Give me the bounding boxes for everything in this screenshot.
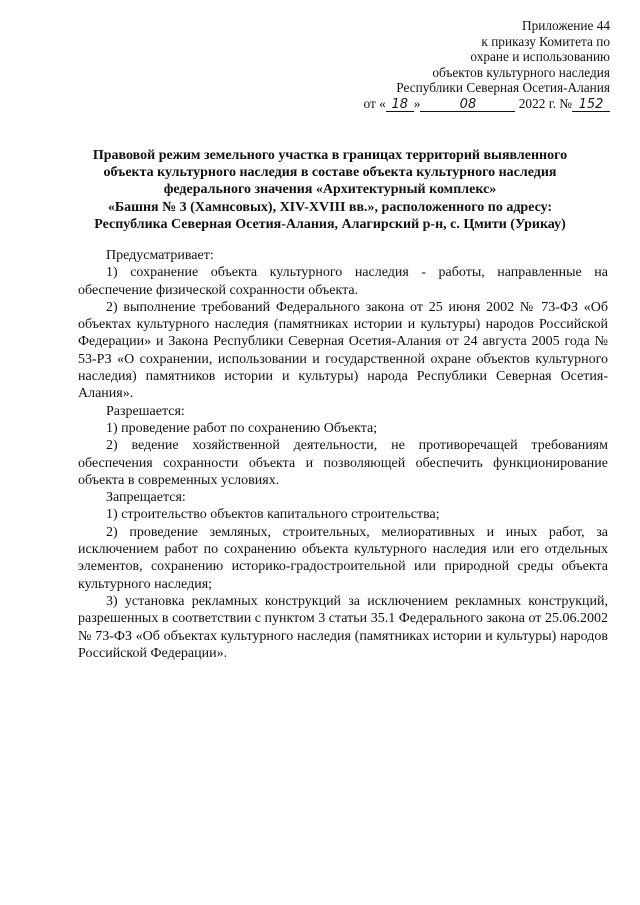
title-line: федерального значения «Архитектурный комплекс» [163,182,497,198]
forbidden-heading: Запрещается: [106,490,186,506]
date-prefix: от « [363,95,386,111]
appendix-republic: Республики Северная Осетия-Алания [396,80,610,96]
appendix-order-ref: к приказу Комитета по [481,33,610,49]
title-line: объекта культурного наследия в составе объекта культурного наследия [103,165,557,181]
provides-item: 2) выполнение требований Федерального закона от 25 июня 2002 № 73-ФЗ «Об объектах культурного наследия (памятниках истории и культуры) народов Российской Федерации» и Закона Республики Северная Осетия-Алания от 24 августа 2005 года № 53-РЗ «О сохранении, использовании и государственной охране объектов культурного наследия) памятников истории и культуры) народа Республики Северная Осетия-Алания». [78,299,608,402]
date-month-handwritten: 08 [420,98,515,112]
appendix-number: Приложение 44 [522,18,610,33]
date-year: 2022 г. № [518,95,572,111]
allowed-item: 2) ведение хозяйственной деятельности, не противоречащей требованиям обеспечения сохранности объекта и позволяющей обеспечить функционирование объекта в современных условиях. [78,438,608,488]
forbidden-item: 3) установка рекламных конструкций за исключением рекламных конструкций, разрешенных в соответствии с пунктом 3 статьи 35.1 Федерального закона от 25.06.2002 № 73-ФЗ «Об объектах культурного наследия (памятниках истории и культуры) народов Российской Федерации». [78,593,608,661]
title-line: Правовой режим земельного участка в границах территорий выявленного [92,148,568,163]
forbidden-item: 2) проведение земляных, строительных, мелиоративных и иных работ, за исключением работ по сохранению объекта культурного наследия или его отдельных элементов, сохранению историко-градостроительной или природной среды объекта культурного наследия; [78,524,608,592]
document-body [78,247,608,662]
appendix-date-line [310,96,610,112]
forbidden-item: 1) строительство объектов капитального строительства; [106,507,440,523]
provides-heading: Предусматривает: [106,248,214,263]
appendix-committee-line: охране и использованию [470,49,610,65]
allowed-item: 1) проведение работ по сохранению Объекта; [106,420,378,436]
title-line: «Башня № 3 (Хамнсовых), XIV-XVIII вв.», расположенного по адресу: [107,199,553,215]
date-day-handwritten: 18 [386,98,414,112]
allowed-heading: Разрешается: [106,403,185,419]
order-number-handwritten: 152 [572,98,610,112]
appendix-committee-line: объектов культурного наследия [432,64,610,80]
provides-item: 1) сохранение объекта культурного наследия - работы, направленные на обеспечение физической сохранности объекта. [78,265,608,298]
date-quote-close: » [413,95,421,111]
title-line: Республика Северная Осетия-Алания, Алагирский р-н, с. Цмити (Урикау) [94,216,566,232]
document-title [62,147,598,233]
appendix-header [310,18,610,112]
